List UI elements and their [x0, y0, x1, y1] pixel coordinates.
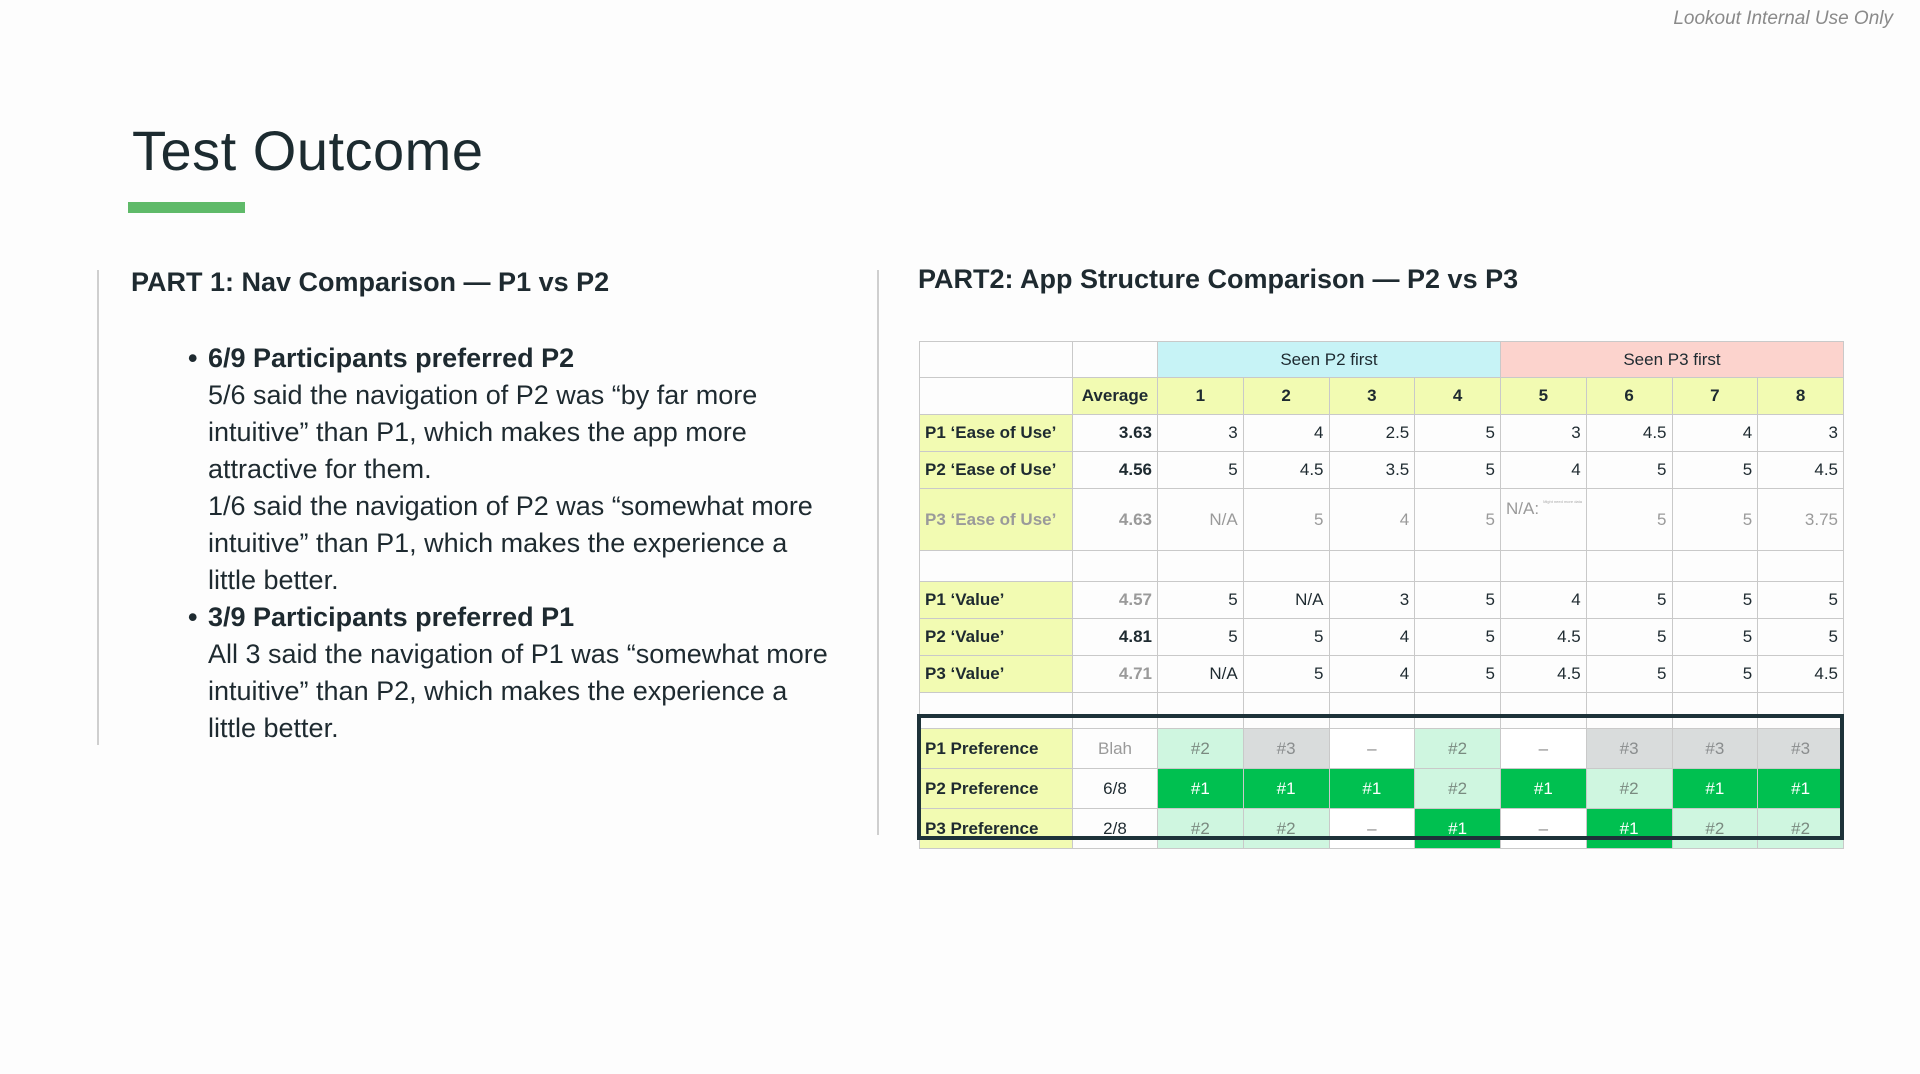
preference-row — [919, 809, 1844, 849]
score-cell: 4.5 — [1501, 656, 1587, 693]
bullet-head: 6/9 Participants preferred P2 — [208, 343, 575, 373]
score-cell: 5 — [1587, 619, 1673, 656]
score-cell: 3.75 — [1758, 489, 1844, 551]
rank-cell: #1 — [1587, 809, 1673, 849]
blank-cell — [1330, 551, 1416, 582]
table-row — [919, 452, 1844, 489]
average-cell: 4.63 — [1073, 489, 1158, 551]
blank-cell — [919, 693, 1073, 729]
score-cell: 3.5 — [1330, 452, 1416, 489]
row-label: P2 ‘Value’ — [919, 619, 1073, 656]
row-label: P1 ‘Ease of Use’ — [919, 415, 1073, 452]
group-header-seen-p2-first: Seen P2 first — [1158, 341, 1501, 378]
score-cell: 4 — [1501, 582, 1587, 619]
table-row — [919, 656, 1844, 693]
score-cell: 5 — [1415, 656, 1501, 693]
score-cell: 4 — [1501, 452, 1587, 489]
blank-cell — [919, 378, 1073, 415]
rank-cell: #1 — [1673, 769, 1759, 809]
score-cell: 4.5 — [1587, 415, 1673, 452]
table-spacer-row — [919, 551, 1844, 582]
score-cell: 5 — [1673, 619, 1759, 656]
score-cell: 5 — [1673, 489, 1759, 551]
score-cell: 5 — [1158, 452, 1244, 489]
score-cell: 5 — [1158, 582, 1244, 619]
rank-cell: #3 — [1587, 729, 1673, 769]
part1-bullet-list — [188, 340, 828, 747]
rank-cell: #2 — [1758, 809, 1844, 849]
score-cell: 5 — [1758, 582, 1844, 619]
rank-cell: #3 — [1244, 729, 1330, 769]
blank-cell — [1073, 551, 1158, 582]
score-cell: 5 — [1587, 489, 1673, 551]
row-label: P1 ‘Value’ — [919, 582, 1073, 619]
score-cell: 2.5 — [1330, 415, 1416, 452]
score-cell: 5 — [1415, 452, 1501, 489]
average-cell: 4.71 — [1073, 656, 1158, 693]
column-header-participant: 2 — [1244, 378, 1330, 415]
score-cell: 5 — [1673, 452, 1759, 489]
bullet-line: All 3 said the navigation of P1 was “somewhat more intuitive” than P2, which makes the experience a little better. — [208, 639, 828, 743]
rank-cell: #1 — [1501, 769, 1587, 809]
blank-cell — [1501, 693, 1587, 729]
score-cell: N/A — [1244, 582, 1330, 619]
preference-row — [919, 729, 1844, 769]
page-title: Test Outcome — [132, 119, 484, 182]
divider-left — [97, 270, 99, 745]
score-cell: N/A — [1158, 489, 1244, 551]
score-cell: 5 — [1758, 619, 1844, 656]
title-underline — [128, 202, 245, 213]
blank-cell — [1244, 693, 1330, 729]
column-header-participant: 8 — [1758, 378, 1844, 415]
group-header-seen-p3-first: Seen P3 first — [1501, 341, 1844, 378]
blank-cell — [1415, 693, 1501, 729]
part2-heading: PART2: App Structure Comparison — P2 vs P3 — [918, 264, 1519, 294]
row-label: P3 ‘Ease of Use’ — [919, 489, 1073, 551]
blank-cell — [1158, 693, 1244, 729]
average-cell: 6/8 — [1073, 769, 1158, 809]
score-cell: 4 — [1244, 415, 1330, 452]
blank-cell — [1501, 551, 1587, 582]
table-row — [919, 619, 1844, 656]
rank-cell: #1 — [1330, 769, 1416, 809]
column-header-participant: 1 — [1158, 378, 1244, 415]
score-cell: 3 — [1330, 582, 1416, 619]
bullet-dot: • — [188, 602, 198, 632]
bullet-dot: • — [188, 343, 198, 373]
score-cell: 4 — [1330, 619, 1416, 656]
rank-cell: #2 — [1244, 809, 1330, 849]
row-label: P3 Preference — [919, 809, 1073, 849]
rank-cell: – — [1330, 729, 1416, 769]
score-cell: 5 — [1158, 619, 1244, 656]
column-header-participant: 3 — [1330, 378, 1416, 415]
score-cell: 4.5 — [1758, 656, 1844, 693]
score-cell: 5 — [1244, 489, 1330, 551]
rank-cell: – — [1501, 809, 1587, 849]
score-cell: 5 — [1415, 415, 1501, 452]
average-cell: 4.56 — [1073, 452, 1158, 489]
bullet-line: 1/6 said the navigation of P2 was “somewhat more intuitive” than P1, which makes the experience a little better. — [208, 491, 813, 595]
score-cell: 5 — [1415, 489, 1501, 551]
blank-cell — [1158, 551, 1244, 582]
average-cell: 2/8 — [1073, 809, 1158, 849]
bullet-header — [188, 340, 828, 377]
rank-cell: #2 — [1158, 809, 1244, 849]
rank-cell: – — [1501, 729, 1587, 769]
score-cell: 4.5 — [1501, 619, 1587, 656]
score-cell: 4 — [1673, 415, 1759, 452]
rank-cell: #1 — [1758, 769, 1844, 809]
table-column-header-row — [919, 378, 1844, 415]
score-cell: N/A — [1158, 656, 1244, 693]
average-cell: 4.57 — [1073, 582, 1158, 619]
rank-cell: #2 — [1158, 729, 1244, 769]
row-label: P3 ‘Value’ — [919, 656, 1073, 693]
rank-cell: #2 — [1587, 769, 1673, 809]
row-label: P2 Preference — [919, 769, 1073, 809]
table-group-header-row — [919, 341, 1844, 378]
blank-cell — [1587, 551, 1673, 582]
blank-cell — [1758, 693, 1844, 729]
preference-row — [919, 769, 1844, 809]
bullet-line: 5/6 said the navigation of P2 was “by far more intuitive” than P1, which makes the app more attractive for them. — [208, 380, 758, 484]
score-cell: 5 — [1673, 656, 1759, 693]
blank-cell — [1673, 551, 1759, 582]
rank-cell: – — [1330, 809, 1416, 849]
average-cell: Blah — [1073, 729, 1158, 769]
column-header-average: Average — [1073, 378, 1158, 415]
score-cell: 3 — [1158, 415, 1244, 452]
score-cell: 5 — [1415, 582, 1501, 619]
rank-cell: #1 — [1415, 809, 1501, 849]
score-cell: 5 — [1244, 656, 1330, 693]
watermark: Lookout Internal Use Only — [1673, 8, 1893, 29]
score-cell: 5 — [1587, 452, 1673, 489]
blank-cell — [1758, 551, 1844, 582]
table-row — [919, 582, 1844, 619]
average-cell: 4.81 — [1073, 619, 1158, 656]
rank-cell: #1 — [1244, 769, 1330, 809]
score-cell: 3 — [1758, 415, 1844, 452]
blank-cell — [919, 341, 1073, 378]
score-cell: 4 — [1330, 656, 1416, 693]
score-cell: 5 — [1587, 582, 1673, 619]
bullet-head: 3/9 Participants preferred P1 — [208, 602, 575, 632]
row-label: P1 Preference — [919, 729, 1073, 769]
score-cell: 4.5 — [1244, 452, 1330, 489]
blank-cell — [1330, 693, 1416, 729]
column-header-participant: 4 — [1415, 378, 1501, 415]
column-header-participant: 6 — [1587, 378, 1673, 415]
divider-middle — [877, 270, 879, 835]
rank-cell: #3 — [1758, 729, 1844, 769]
score-cell: 5 — [1244, 619, 1330, 656]
rank-cell: #2 — [1415, 729, 1501, 769]
rank-cell: #1 — [1158, 769, 1244, 809]
blank-cell — [1415, 551, 1501, 582]
blank-cell — [1587, 693, 1673, 729]
rank-cell: #3 — [1673, 729, 1759, 769]
blank-cell — [919, 551, 1073, 582]
blank-cell — [1244, 551, 1330, 582]
average-cell: 3.63 — [1073, 415, 1158, 452]
score-cell: 5 — [1587, 656, 1673, 693]
score-cell: 4.5 — [1758, 452, 1844, 489]
row-label: P2 ‘Ease of Use’ — [919, 452, 1073, 489]
table-row — [919, 415, 1844, 452]
column-header-participant: 7 — [1673, 378, 1759, 415]
score-cell: 5 — [1673, 582, 1759, 619]
score-cell: 3 — [1501, 415, 1587, 452]
bullet-item — [188, 599, 828, 747]
score-cell: 5 — [1415, 619, 1501, 656]
blank-cell — [1073, 341, 1158, 378]
comparison-table — [919, 341, 1844, 849]
blank-cell — [1073, 693, 1158, 729]
blank-cell — [1673, 693, 1759, 729]
bullet-header — [188, 599, 828, 636]
table-spacer-row — [919, 693, 1844, 729]
score-value: N/A: — [1506, 499, 1540, 518]
bullet-item — [188, 340, 828, 599]
rank-cell: #2 — [1673, 809, 1759, 849]
score-cell: 4 — [1330, 489, 1416, 551]
part1-heading: PART 1: Nav Comparison — P1 vs P2 — [131, 267, 610, 297]
score-cell-with-note — [1501, 489, 1587, 551]
table-row — [919, 489, 1844, 551]
rank-cell: #2 — [1415, 769, 1501, 809]
column-header-participant: 5 — [1501, 378, 1587, 415]
cell-note: Might need more data — [1543, 499, 1582, 504]
